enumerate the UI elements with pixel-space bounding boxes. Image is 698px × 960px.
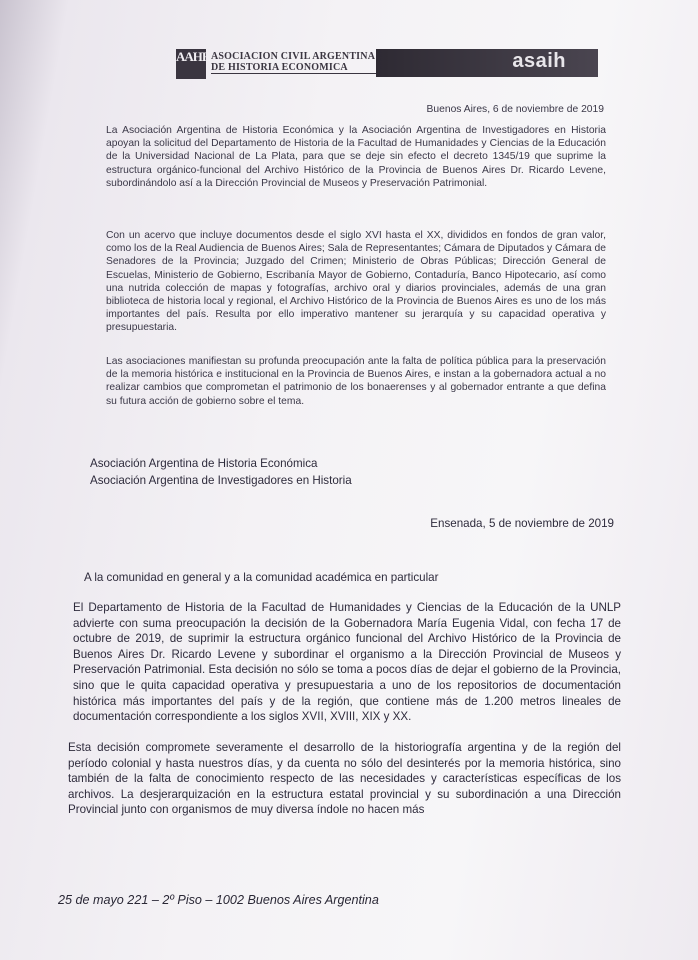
org-name [211, 51, 381, 74]
letter2-date: Ensenada, 5 de noviembre de 2019 [430, 517, 614, 530]
letter1-date: Buenos Aires, 6 de noviembre de 2019 [426, 104, 604, 115]
letter2-paragraph-2: Esta decisión compromete severamente el desarrollo de la historiografía argentina y de la región del período colonial y hasta nuestros días, y da cuenta no sólo del desinterés por la memoria histórica, sino también de la falta de conocimiento respecto de las necesidades y características específicas de los archivos. La desjerarquización en la estructura estatal provincial y su subordinación a una Dirección Provincial junto con organismos de muy diversa índole no hacen más [68, 741, 621, 817]
letter2-salutation: A la comunidad en general y a la comunidad académica en particular [84, 571, 439, 584]
letter1-signature-1: Asociación Argentina de Historia Económica [90, 457, 318, 470]
letter1-paragraph-2: Con un acervo que incluye documentos desde el siglo XVI hasta el XX, divididos en fondos de gran valor, como los de la Real Audiencia de Buenos Aires; Sala de Representantes; Cámara de Diputados y Cámara de Senadores de la Provincia; Juzgado del Crimen; Ministerio de Obras Públicas; Dirección General de Escuelas, Ministerio de Gobierno, Escribanía Mayor de Gobierno, Contaduría, Banco Hipotecario, así como una nutrida colección de mapas y fotografías, archivo oral y diarios provinciales, además de una gran biblioteca de historia local y regional, el Archivo Histórico de la Provincia de Buenos Aires es uno de los más importantes del país. Resulta por ello imperativo mantener su jerarquía y su capacidad operativa y presupuestaria. [106, 230, 606, 334]
letterhead [176, 47, 598, 81]
letter2-paragraph-1: El Departamento de Historia de la Facultad de Humanidades y Ciencias de la Educación de la UNLP advierte con suma preocupación la decisión de la Gobernadora María Eugenia Vidal, con fecha 17 de octubre de 2019, de suprimir la estructura orgánico funcional del Archivo Histórico de la Provincia de Buenos Aires Dr. Ricardo Levene y subordinar el organismo a la Dirección Provincial de Museos y Preservación Patrimonial. Esta decisión no sólo se toma a pocos días de dejar el gobierno de la Provincia, sino que le quita capacidad operativa y presupuestaria a uno de los repositorios de documentación histórica más importantes del país y de la región, que contiene más de 1.200 metros lineales de documentación correspondiente a los siglos XVII, XVIII, XIX y XX. [73, 601, 621, 724]
org-name-line-1: ASOCIACION CIVIL ARGENTINA [211, 51, 376, 62]
letter1-signature-2: Asociación Argentina de Investigadores en Historia [90, 474, 352, 487]
brand-name: asaih [512, 50, 566, 72]
aahe-logo: AAHE [176, 49, 206, 79]
footer-address: 25 de mayo 221 – 2º Piso – 1002 Buenos Aires Argentina [58, 893, 379, 907]
letter1-paragraph-3: Las asociaciones manifiestan su profunda preocupación ante la falta de política pública para la preservación de la memoria histórica e institucional en la Provincia de Buenos Aires, e instan a la gobernadora actual a no realizar cambios que comprometan el patrimonio de los bonaerenses y al gobernador entrante a que defina su futura acción de gobierno sobre el tema. [106, 356, 606, 407]
brand-bar [376, 49, 598, 77]
org-name-line-2: DE HISTORIA ECONOMICA [211, 62, 348, 73]
letter1-paragraph-1: La Asociación Argentina de Historia Económica y la Asociación Argentina de Investigadores en Historia apoyan la solicitud del Departamento de Historia de la Facultad de Humanidades y Ciencias de la Educación de la Universidad Nacional de La Plata, para que se deje sin efecto el decreto 1345/19 que suprime la estructura orgánico-funcional del Archivo Histórico de la Provincia de Buenos Aires Dr. Ricardo Levene, subordinándolo así a la Dirección Provincial de Museos y Preservación Patrimonial. [106, 125, 606, 189]
